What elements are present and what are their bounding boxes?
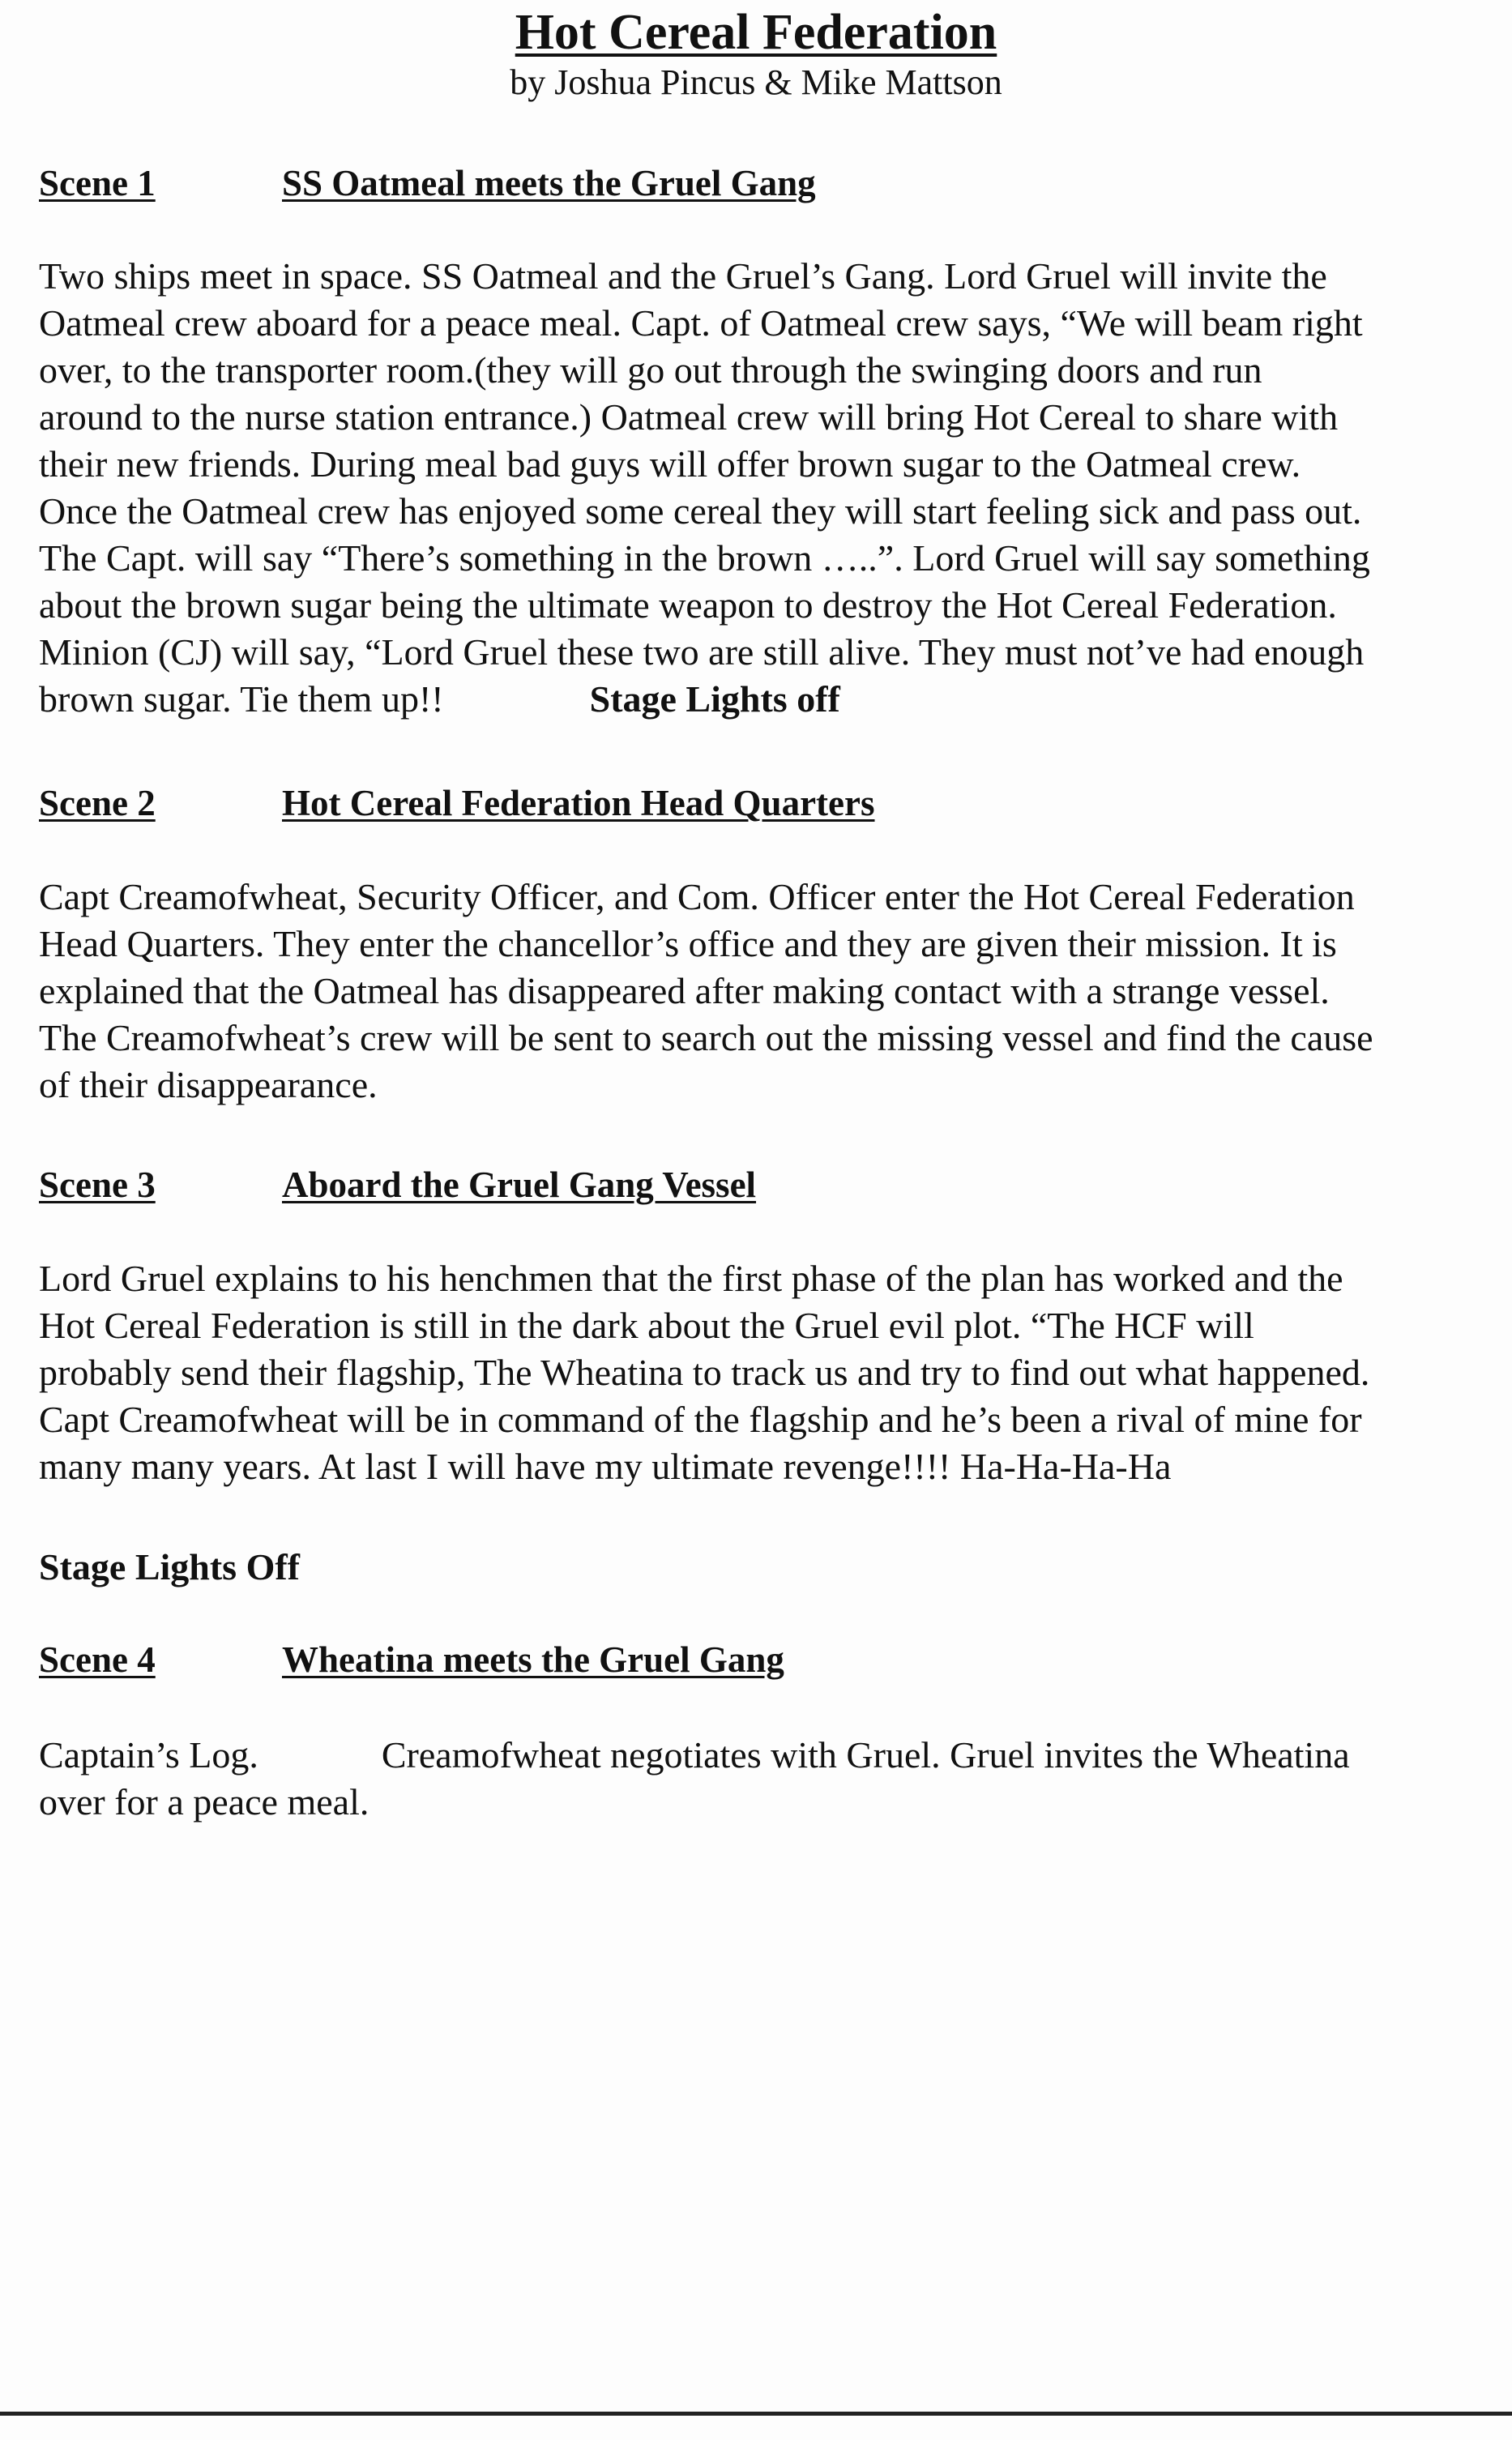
scene-2-line: Capt Creamofwheat, Security Officer, and Com. Officer enter the Hot Cereal Federation	[39, 876, 1355, 917]
document-byline: by Joshua Pincus & Mike Mattson	[510, 62, 1002, 102]
scene-3-line: probably send their flagship, The Wheatina to track us and try to find out what happened.	[39, 1352, 1370, 1393]
scene-1-description	[39, 253, 1497, 723]
scene-4-number: Scene 4	[39, 1639, 156, 1680]
scene-1-line: Once the Oatmeal crew has enjoyed some cereal they will start feeling sick and pass out.	[39, 490, 1362, 532]
scene-1-line	[39, 676, 1497, 723]
scene-4-title: Wheatina meets the Gruel Gang	[282, 1639, 784, 1680]
scene-1-line: around to the nurse station entrance.) Oatmeal crew will bring Hot Cereal to share with	[39, 396, 1339, 438]
scene-3-heading	[39, 1162, 1481, 1207]
scene-1-line: about the brown sugar being the ultimate weapon to destroy the Hot Cereal Federation.	[39, 584, 1337, 626]
scene-4-description	[39, 1732, 1497, 1826]
scene-3-description	[39, 1255, 1497, 1490]
scene-4-heading	[39, 1637, 1481, 1682]
scene-2-number: Scene 2	[39, 783, 156, 823]
scene-1-line: The Capt. will say “There’s something in the brown …..”. Lord Gruel will say something	[39, 537, 1370, 579]
scene-3-line: Hot Cereal Federation is still in the dark about the Gruel evil plot. “The HCF will	[39, 1305, 1254, 1346]
scene-4-second-line: over for a peace meal.	[39, 1781, 369, 1823]
document-title: Hot Cereal Federation	[515, 5, 997, 60]
scene-3-stage-note: Stage Lights Off	[39, 1546, 300, 1587]
scene-1-heading	[39, 160, 1481, 206]
scene-1-number: Scene 1	[39, 163, 156, 203]
scene-2-line: explained that the Oatmeal has disappeared after making contact with a strange vessel.	[39, 970, 1330, 1011]
scene-2-line: Head Quarters. They enter the chancellor’s office and they are given their mission. It is	[39, 923, 1337, 964]
scene-1-title: SS Oatmeal meets the Gruel Gang	[282, 163, 816, 203]
scene-3-line: Capt Creamofwheat will be in command of the flagship and he’s been a rival of mine for	[39, 1399, 1362, 1440]
scene-1-last-line: brown sugar. Tie them up!!	[39, 678, 444, 720]
scene-3-title: Aboard the Gruel Gang Vessel	[282, 1164, 757, 1205]
captains-log-label: Captain’s Log.	[39, 1734, 258, 1776]
scene-3-line: many many years. At last I will have my ultimate revenge!!!! Ha-Ha-Ha-Ha	[39, 1446, 1172, 1487]
scene-4-first-line: Creamofwheat negotiates with Gruel. Gruel invites the Wheatina	[381, 1734, 1350, 1776]
scene-1-line: Minion (CJ) will say, “Lord Gruel these two are still alive. They must not’ve had enough	[39, 631, 1365, 673]
scene-1-line: over, to the transporter room.(they will go out through the swinging doors and run	[39, 349, 1262, 391]
scene-4-line	[39, 1732, 1497, 1779]
scene-1-line: Two ships meet in space. SS Oatmeal and the Gruel’s Gang. Lord Gruel will invite the	[39, 255, 1327, 297]
scene-3-number: Scene 3	[39, 1164, 156, 1205]
bottom-rule	[0, 2412, 1512, 2416]
scene-2-heading	[39, 780, 1481, 826]
scene-1-stage-note: Stage Lights off	[589, 678, 840, 720]
scene-2-line: of their disappearance.	[39, 1064, 378, 1105]
scene-1-line: their new friends. During meal bad guys will offer brown sugar to the Oatmeal crew.	[39, 443, 1301, 485]
scene-1-line: Oatmeal crew aboard for a peace meal. Capt. of Oatmeal crew says, “We will beam right	[39, 302, 1363, 344]
scene-2-description	[39, 874, 1497, 1109]
scene-2-title: Hot Cereal Federation Head Quarters	[282, 783, 875, 823]
scene-3-line: Lord Gruel explains to his henchmen that the first phase of the plan has worked and the	[39, 1258, 1343, 1299]
scene-2-line: The Creamofwheat’s crew will be sent to search out the missing vessel and find the cause	[39, 1017, 1373, 1058]
